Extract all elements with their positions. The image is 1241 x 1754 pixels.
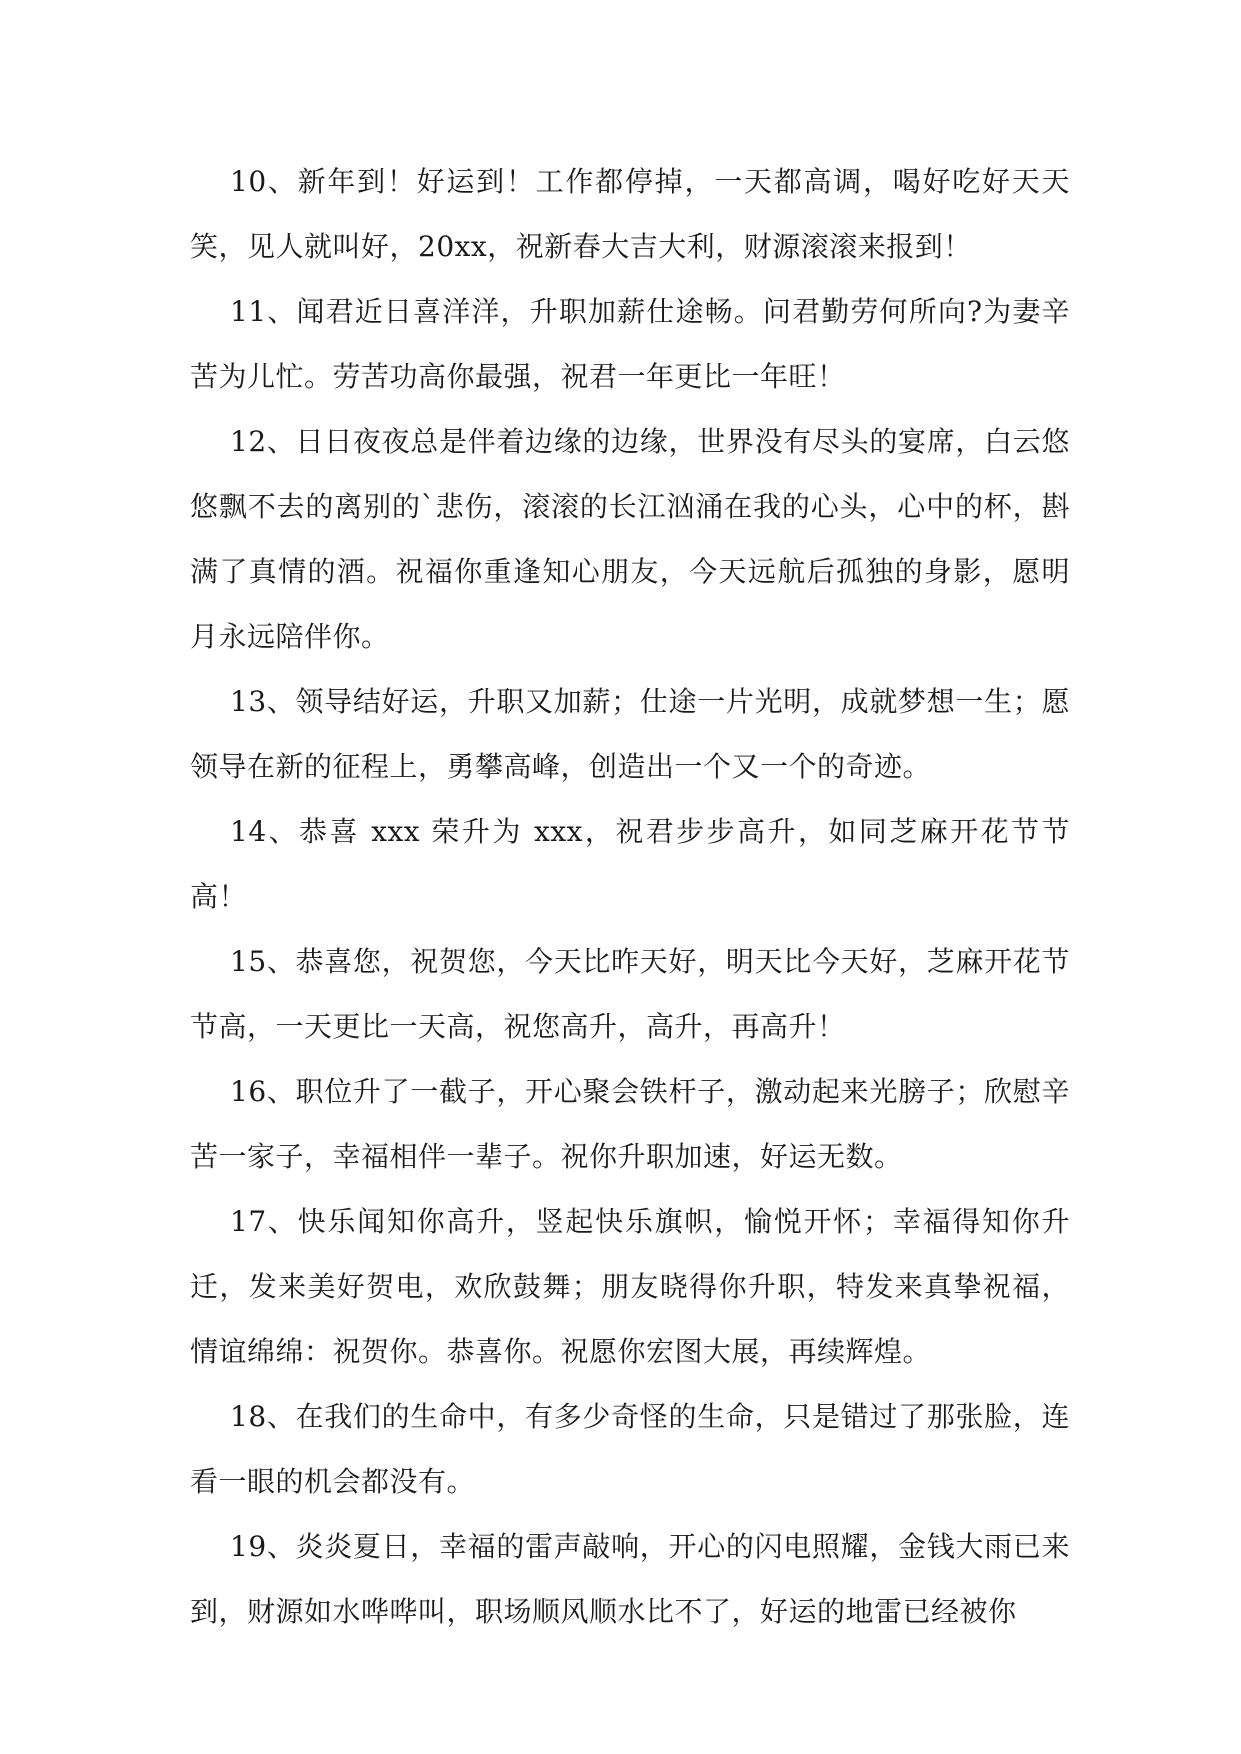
paragraph-16: 16、职位升了一截子，开心聚会铁杆子，激动起来光膀子；欣慰辛苦一家子，幸福相伴一辈子。祝你升职加速，好运无数。 bbox=[190, 1075, 1070, 1173]
paragraph-10: 10、新年到！好运到！工作都停掉，一天都高调，喝好吃好天天笑，见人就叫好，20xx，祝新春大吉大利，财源滚滚来报到！ bbox=[190, 165, 1070, 263]
paragraph-19: 19、炎炎夏日，幸福的雷声敲响，开心的闪电照耀，金钱大雨已来到，财源如水哗哗叫，职场顺风顺水比不了，好运的地雷已经被你 bbox=[190, 1530, 1070, 1628]
document-body bbox=[190, 149, 1070, 1644]
paragraph-18: 18、在我们的生命中，有多少奇怪的生命，只是错过了那张脸，连看一眼的机会都没有。 bbox=[190, 1400, 1070, 1498]
paragraph-13: 13、领导结好运，升职又加薪；仕途一片光明，成就梦想一生；愿领导在新的征程上，勇攀高峰，创造出一个又一个的奇迹。 bbox=[190, 685, 1070, 783]
paragraph-14: 14、恭喜 xxx 荣升为 xxx，祝君步步高升，如同芝麻开花节节高！ bbox=[190, 815, 1070, 913]
paragraph-17: 17、快乐闻知你高升，竖起快乐旗帜，愉悦开怀；幸福得知你升迁，发来美好贺电，欢欣鼓舞；朋友晓得你升职，特发来真挚祝福，情谊绵绵：祝贺你。恭喜你。祝愿你宏图大展，再续辉煌。 bbox=[190, 1205, 1070, 1368]
paragraph-15: 15、恭喜您，祝贺您，今天比昨天好，明天比今天好，芝麻开花节节高，一天更比一天高，祝您高升，高升，再高升！ bbox=[190, 945, 1070, 1043]
paragraph-11: 11、闻君近日喜洋洋，升职加薪仕途畅。问君勤劳何所向?为妻辛苦为儿忙。劳苦功高你最强，祝君一年更比一年旺！ bbox=[190, 295, 1070, 393]
paragraph-12: 12、日日夜夜总是伴着边缘的边缘，世界没有尽头的宴席，白云悠悠飘不去的离别的`悲伤，滚滚的长江汹涌在我的心头，心中的杯，斟满了真情的酒。祝福你重逢知心朋友，今天远航后孤独的身影，愿明月永远陪伴你。 bbox=[190, 425, 1070, 653]
